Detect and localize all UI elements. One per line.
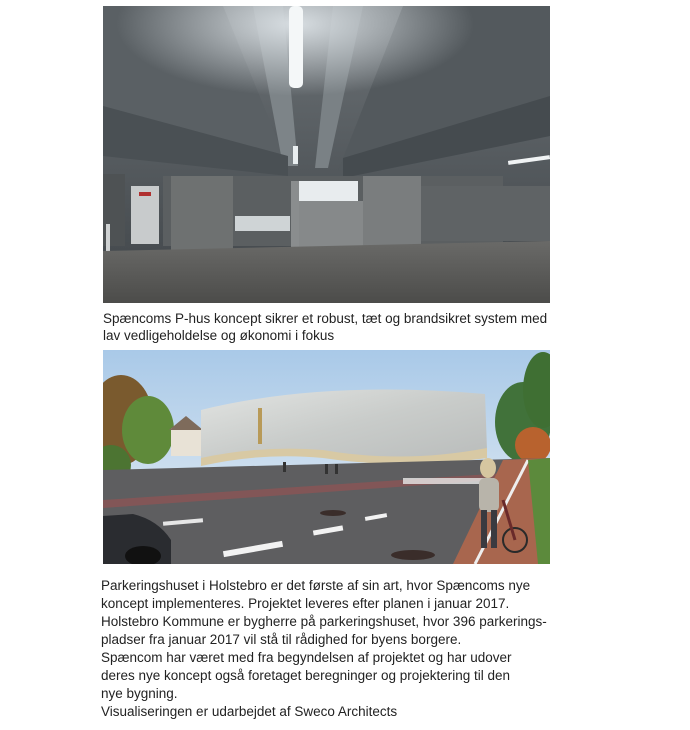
caption-line: Spæncom har været med fra begyndelsen af projektet og har udover [101,650,512,665]
caption-line: Holstebro Kommune er bygherre på parkeringshuset, hvor 396 parkerings- [101,614,547,629]
parking-garage-photo [103,6,550,303]
caption-visualisation [101,577,571,721]
parking-house-visualisation [103,350,550,564]
caption-line: deres nye koncept også foretaget beregninger og projektering til den [101,668,511,683]
caption-line: koncept implementeres. Projektet leveres efter planen i januar 2017. [101,596,510,611]
caption-line: Visualiseringen er udarbejdet af Sweco Architects [101,704,398,719]
caption-line: pladser fra januar 2017 vil stå til rådighed for byens borgere. [101,632,462,647]
caption-line: lav vedligeholdelse og økonomi i fokus [103,328,335,343]
parking-garage-illustration [103,6,550,303]
caption-garage [103,310,563,344]
parking-house-illustration [103,350,550,564]
caption-line: Parkeringshuset i Holstebro er det første af sin art, hvor Spæncoms nye [101,578,531,593]
caption-line: nye bygning. [101,686,178,701]
caption-line: Spæncoms P-hus koncept sikrer et robust, tæt og brandsikret system med [103,311,548,326]
